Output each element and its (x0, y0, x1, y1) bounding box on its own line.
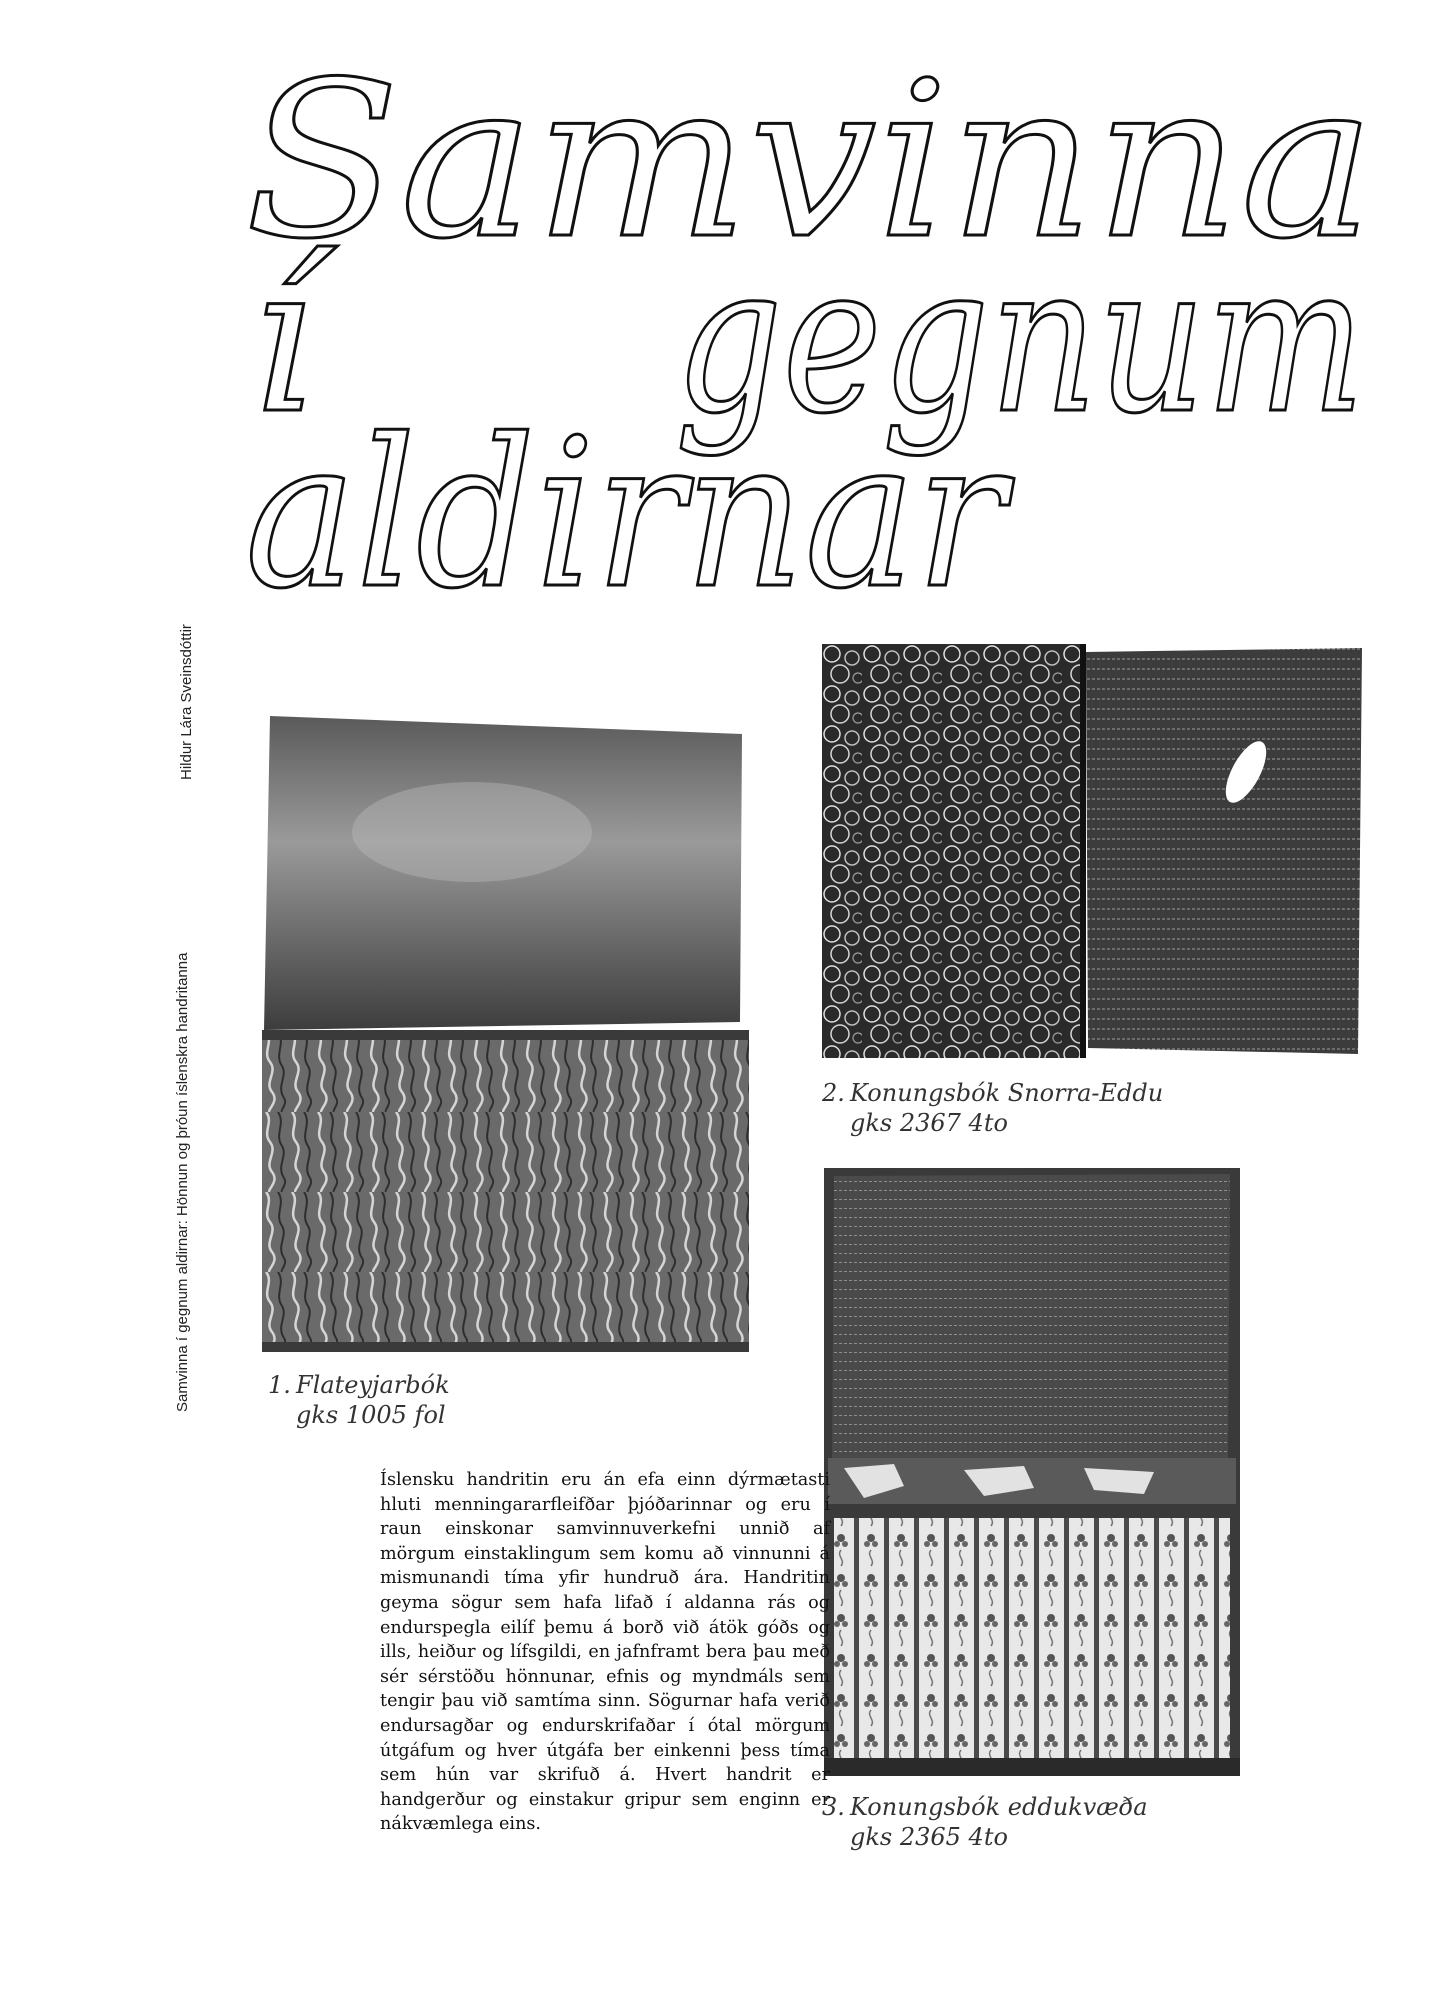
caption-3-title: Konungsbók eddukvæða (850, 1793, 1148, 1821)
caption-3-number: 3. (822, 1793, 845, 1821)
manuscript-photo-1 (262, 712, 749, 1352)
caption-1 (268, 1370, 450, 1430)
author-name: Hildur Lára Sveinsdóttir (178, 624, 195, 780)
title-line-2b: gegnum (675, 221, 1365, 459)
title-line-1: Samvinna (245, 35, 1375, 286)
caption-2 (822, 1078, 1163, 1138)
caption-1-number: 1. (268, 1371, 291, 1399)
caption-1-title: Flateyjarbók (296, 1371, 450, 1399)
title-line-3: aldirnar (245, 396, 1016, 620)
caption-3-shelfmark: gks 2365 4to (850, 1823, 1008, 1851)
page-title (0, 0, 1447, 620)
caption-2-number: 2. (822, 1079, 845, 1107)
manuscript-photo-2 (822, 644, 1364, 1058)
body-paragraph: Íslensku handritin eru án efa einn dýrmætasti hluti menningararfleifðar þjóðarinnar og eru í raun einskonar samvinnuverkefni unnið af mörgum einstaklingum sem komu að vinnunni á mismunandi tíma yfir hundruð ára. Handritin geyma sögur sem hafa lifað í aldanna rás og endurspegla eilíf þemu á borð við átök góðs og ills, heiður og lífsgildi, en jafnframt bera þau með sér sérstöðu hönnunar, efnis og myndmáls sem tengir þau við samtíma sinn. Sögurnar hafa verið endursagðar og endurskrifaðar í ótal mörgum útgáfum og hver útgáfa ber einkenni þess tíma sem hún var skrifuð á. Hvert handrit er handgerður og einstakur gripur sem enginn er nákvæmlega eins. (380, 1470, 830, 1835)
caption-1-shelfmark: gks 1005 fol (296, 1401, 446, 1429)
caption-3 (822, 1792, 1148, 1852)
caption-2-title: Konungsbók Snorra-Eddu (850, 1079, 1164, 1107)
manuscript-photo-3 (824, 1168, 1240, 1776)
caption-2-shelfmark: gks 2367 4to (850, 1109, 1008, 1137)
title-line-2a: í (250, 221, 316, 459)
series-title: Samvinna í gegnum aldirnar: Hönnun og þróun íslenskra handritanna (174, 952, 191, 1412)
